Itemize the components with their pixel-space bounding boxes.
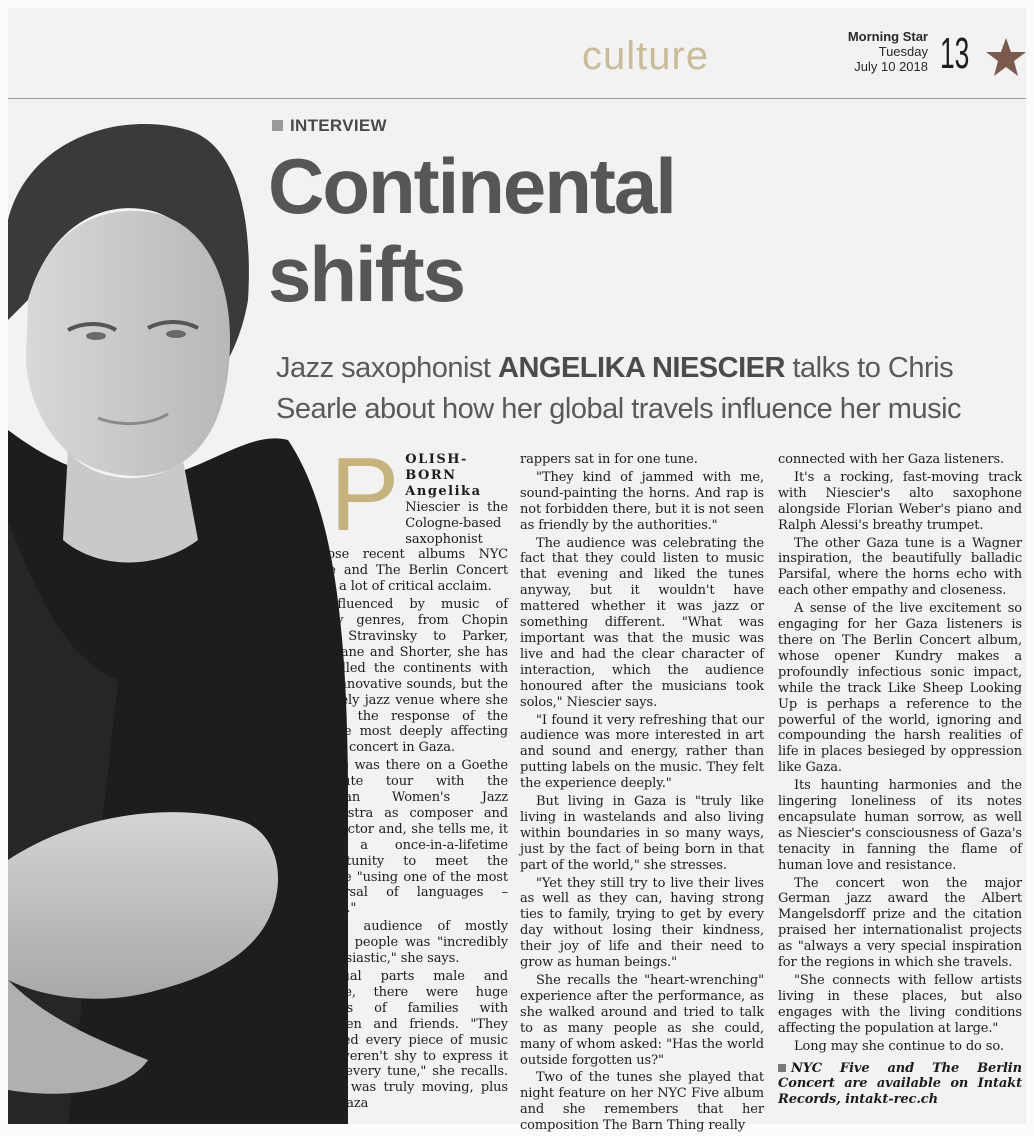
paragraph: rappers sat in for one tune. [520, 452, 698, 467]
paragraph: The concert won the major German jazz award the Albert Mangelsdorff prize and the citation praised her internationalist projects as "always a very special inspiration for the regions in which she travels. [778, 875, 1022, 971]
paragraph: Equal parts male and female, there were huge groups of families with children and friends. "They enjoyed every piece of music and weren't shy to express it after every tune," she recalls. "That was truly moving, plus two Gaza [308, 969, 508, 1112]
lead-caps: OLISH-BORN Angelika [405, 452, 482, 499]
article-column-2 [520, 452, 764, 1136]
star-icon [984, 36, 1028, 80]
paragraph: She recalls the "heart-wrenching" experience after the performance, as she walked around and tried to talk to as many people as she could, many of whom asked: "Has the world outside forgotten us?" [520, 973, 764, 1068]
paragraph: "Yet they still try to live their lives as well as they can, having strong ties to family, trying to get by every day without losing their kindness, their joy of life and their need to grow as human beings." [520, 875, 764, 971]
article-kicker [272, 116, 387, 136]
paragraph: connected with her Gaza listeners. [778, 452, 1005, 467]
article-column-1 [308, 437, 508, 1114]
footnote-text: NYC Five and The Berlin Concert are available on Intakt Records, intakt-rec.ch [778, 1060, 1022, 1108]
kicker-label: INTERVIEW [290, 116, 387, 135]
headline-line-2: shifts [268, 230, 465, 318]
paragraph: It's a rocking, fast-moving track with Niescier's alto saxophone alongside Florian Weber's piano and Ralph Alessi's breathy trumpet. [778, 469, 1022, 533]
paragraph: She was there on a Goethe Institute tour with the German Women's Jazz Orchestra as composer and conductor and, she tells me, it was a once-in-a-lifetime opportunity to meet the people "using one of the most universal of languages – music." [308, 758, 508, 917]
paragraph: "She connects with fellow artists living in these places, but also engages with the living conditions affecting the population at large." [778, 973, 1022, 1036]
paragraph: But living in Gaza is "truly like living in wastelands and also living within boundaries in so many ways, just by the fact of being born in that part of the world," she stresses. [520, 794, 764, 873]
paragraph: Niescier is the Cologne-based saxophonist whose recent albums NYC Five and The Berlin Concert won a lot of critical acclaim. [308, 499, 508, 595]
publication-name: Morning Star [847, 29, 928, 44]
paragraph: The audience was celebrating the fact that they could listen to music that evening and liked the tunes anyway, but it wouldn't have mattered whether it was jazz or something different. "What was important was that the music was live and had the clear character of interaction, which the audience honoured after the musicians took solos," Niescier says. [520, 535, 764, 710]
article-standfirst [276, 348, 1026, 430]
page-number: 13 [940, 29, 970, 78]
lead-paragraph [308, 437, 508, 595]
publication-date: July 10 2018 [854, 59, 928, 74]
drop-cap: P [330, 437, 400, 553]
paragraph: "I found it very refreshing that our audience was more interested in art and sound and energy, rather than putting labels on the music. They felt the experience deeply." [520, 712, 764, 792]
article-headline [268, 142, 828, 318]
article-column-3 [778, 452, 1022, 1110]
publication-info [824, 29, 928, 74]
paragraph: The other Gaza tune is a Wagner inspiration, the beautifully balladic Parsifal, where the horns echo with each other empathy and closeness. [778, 535, 1022, 599]
standfirst-name: ANGELIKA NIESCIER [498, 352, 785, 384]
paragraph: Long may she continue to do so. [794, 1038, 1004, 1054]
paragraph: A sense of the live excitement so engaging for her Gaza listeners is there on The Berlin Concert album, whose opener Kundry makes a profoundly infectious sonic impact, while the track Like Sheep Looking Up is perhaps a reference to the powerful of the world, ignoring and compounding the harsh realities of life in places besieged by oppression like Gaza. [778, 601, 1022, 776]
headline-line-1: Continental [268, 142, 675, 230]
paragraph: Its haunting harmonies and the lingering loneliness of its notes encapsulate human sorrow, as well as Niescier's consciousness of Gaza's tenacity in fanning the flame of human love and resistance. [778, 778, 1022, 873]
kicker-square-icon [272, 120, 283, 131]
paragraph: Two of the tunes she played that night feature on her NYC Five album and she remembers that her composition The Barn Thing really [520, 1070, 764, 1134]
publication-day: Tuesday [878, 44, 928, 59]
section-name: culture [582, 34, 710, 78]
article-footnote [778, 1061, 1022, 1109]
standfirst-post: talks to Chris Searle about how her global travels influence her music [276, 352, 962, 425]
footnote-square-icon [778, 1064, 786, 1072]
standfirst-pre: Jazz saxophonist [276, 352, 499, 384]
newspaper-page [8, 8, 1026, 1134]
paragraph: The audience of mostly young people was "incredibly enthusiastic," she says. [308, 919, 508, 967]
paragraph: Influenced by music of many genres, from Chopin and Stravinsky to Parker, Coltrane and Shorter, she has travelled the continents with her innovative sounds, but the unlikely jazz venue where she found the response of the people most deeply affecting was a concert in Gaza. [308, 597, 508, 756]
masthead-rule [8, 98, 1026, 99]
paragraph: "They kind of jammed with me, sound-painting the horns. And rap is not forbidden there, but it is not seen as friendly by the authorities." [520, 469, 764, 533]
